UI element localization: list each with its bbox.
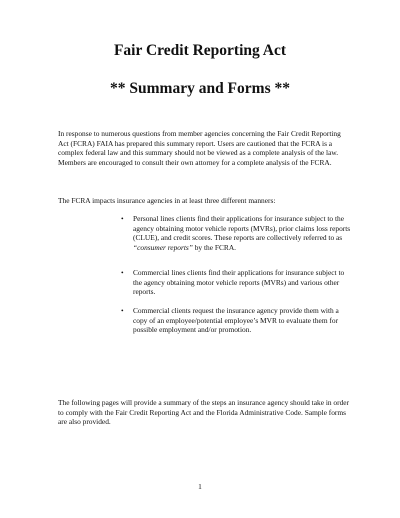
intro-paragraph: In response to numerous questions from member agencies concerning the Fair Credit Reporting Act (FCRA) FAIA has prepared this summary report. Users are cautioned that the FCRA is a complex federal law and this summary should not be viewed as a complete analysis of the law. Members are encouraged to consult their own attorney for a complete analysis of the FCRA. (58, 129, 341, 167)
bullet-icon: • (121, 214, 124, 223)
document-title: Fair Credit Reporting Act (113, 42, 287, 59)
bullet-icon: • (121, 268, 124, 277)
lead-in-paragraph: The FCRA impacts insurance agencies in at least three different manners: (58, 196, 276, 205)
list-item-text: Commercial clients request the insurance agency provide them with a copy of an employee/potential employee’s MVR to evaluate them for possible employment and/or promotion. (133, 306, 339, 335)
bullet-icon: • (121, 306, 124, 315)
closing-paragraph: The following pages will provide a summary of the steps an insurance agency should take in order to comply with the Fair Credit Reporting Act and the Florida Administrative Code. Sample forms are also provided. (58, 398, 350, 427)
consumer-reports-emphasis: “consumer reports” (133, 242, 193, 252)
document-subtitle: ** Summary and Forms ** (110, 80, 290, 97)
list-item-text: Commercial lines clients find their applications for insurance subject to the agency obtaining motor vehicle reports (MVRs) and various other reports. (133, 268, 345, 297)
page-number: 1 (198, 482, 202, 491)
list-item-text: Personal lines clients find their applications for insurance subject to the agency obtaining motor vehicle reports (MVRs), prior claims loss reports (CLUE), and credit scores. These reports are collectively referred to as “consumer reports” by the FCRA. (133, 214, 351, 252)
